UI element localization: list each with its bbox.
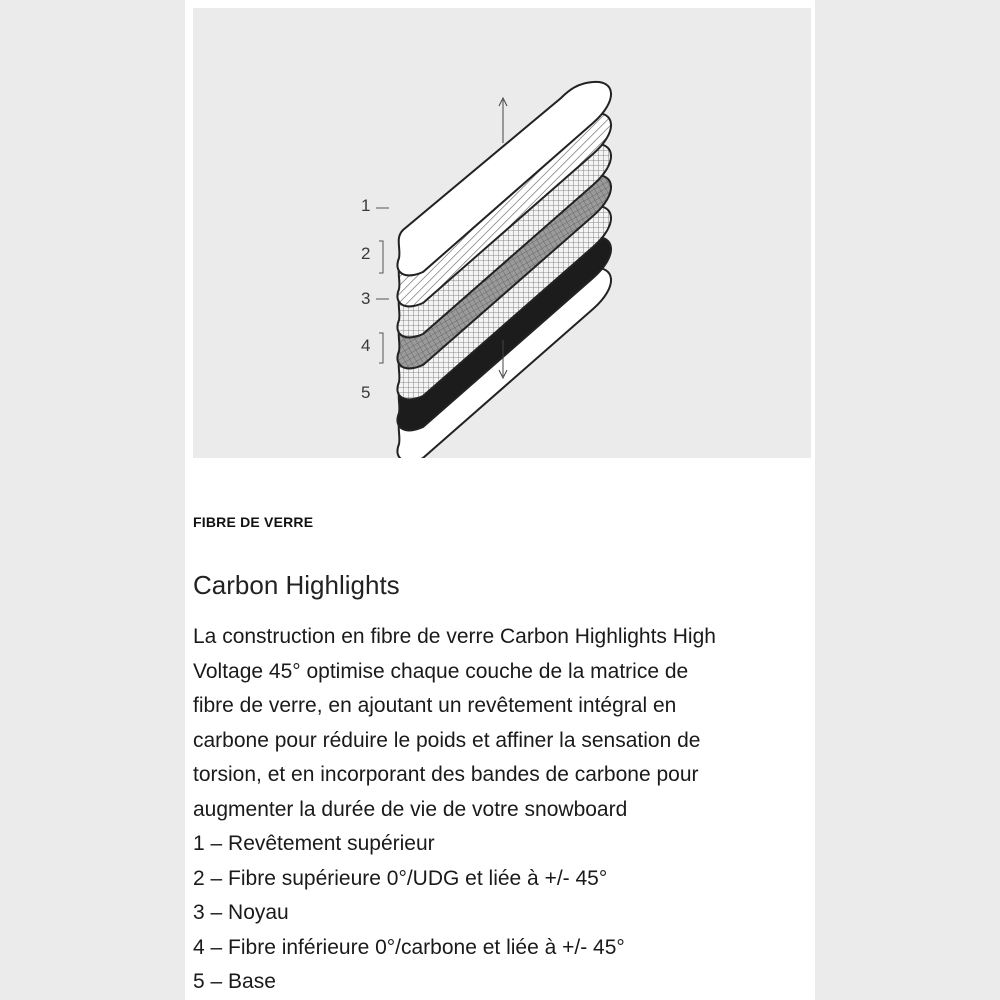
section-title: Carbon Highlights — [193, 570, 400, 600]
legend-item-4: 4 – Fibre inférieure 0°/carbone et liée à +/- 45° — [193, 935, 625, 959]
layer-number-2: 2 — [361, 244, 371, 263]
section-kicker: FIBRE DE VERRE — [193, 514, 314, 530]
content-card — [185, 0, 815, 1000]
up-arrow-icon — [499, 98, 507, 143]
body-line: augmenter la durée de vie de votre snowboard — [193, 797, 628, 821]
layer-leaders — [376, 208, 389, 363]
layer-number-1: 1 — [361, 196, 371, 215]
layer-diagram — [193, 8, 811, 458]
legend-item-2: 2 – Fibre supérieure 0°/UDG et liée à +/- 45° — [193, 866, 608, 890]
layer-number-3: 3 — [361, 289, 371, 308]
legend-item-1: 1 – Revêtement supérieur — [193, 832, 435, 855]
legend-item-3: 3 – Noyau — [193, 901, 289, 924]
body-line: La construction en fibre de verre Carbon Highlights High — [193, 625, 716, 648]
legend-item-5: 5 – Base — [193, 970, 276, 993]
section-body — [193, 620, 813, 1000]
body-line: fibre de verre, en ajoutant un revêtement intégral en — [193, 694, 677, 717]
body-line: torsion, et en incorporant des bandes de carbone pour — [193, 763, 699, 786]
layer-diagram-svg — [193, 8, 811, 458]
body-line: carbone pour réduire le poids et affiner la sensation de — [193, 728, 701, 752]
layer-number-5: 5 — [361, 383, 371, 402]
layer-legend — [193, 827, 813, 1000]
layer-number-4: 4 — [361, 336, 371, 355]
body-line: Voltage 45° optimise chaque couche de la matrice de — [193, 659, 689, 683]
